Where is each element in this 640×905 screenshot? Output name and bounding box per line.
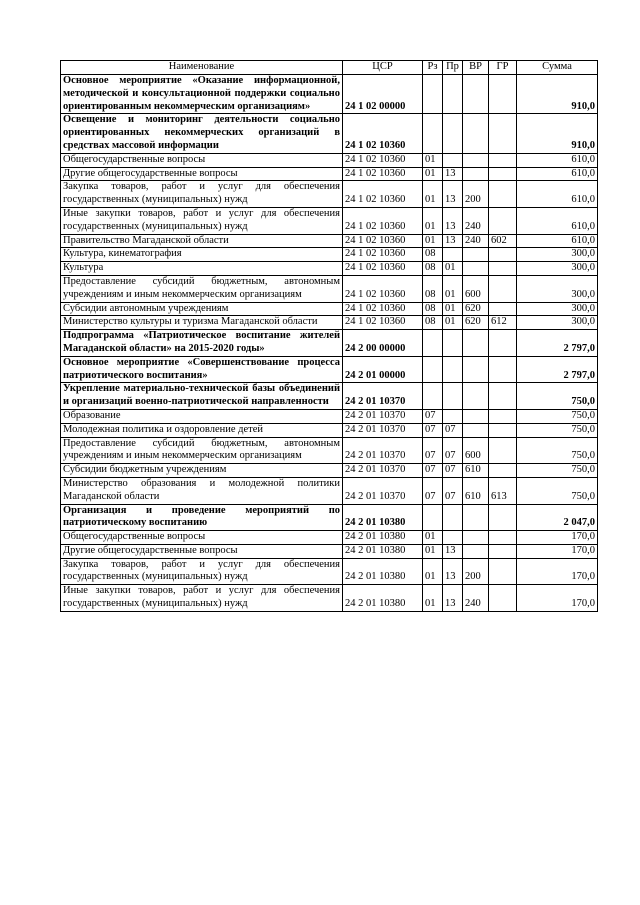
cell-pr: 13: [443, 234, 463, 248]
table-row: [61, 207, 598, 234]
cell-sum: 910,0: [517, 75, 598, 114]
cell-name: Общегосударственные вопросы: [61, 531, 343, 545]
cell-sum: 750,0: [517, 383, 598, 410]
cell-sum: 170,0: [517, 544, 598, 558]
cell-name: Предоставление субсидий бюджетным, автономным учреждениям и иным некоммерческим организациям: [61, 275, 343, 302]
cell-name: Закупка товаров, работ и услуг для обеспечения государственных (муниципальных) нужд: [61, 181, 343, 208]
cell-rz: 08: [423, 275, 443, 302]
cell-pr: 13: [443, 544, 463, 558]
cell-rz: 07: [423, 409, 443, 423]
cell-name: Организация и проведение мероприятий по патриотическому воспитанию: [61, 504, 343, 531]
cell-sum: 610,0: [517, 207, 598, 234]
cell-csr: 24 2 01 10370: [343, 477, 423, 504]
cell-pr: 13: [443, 585, 463, 612]
cell-pr: [443, 383, 463, 410]
cell-gr: 612: [489, 316, 517, 330]
cell-gr: [489, 383, 517, 410]
cell-vr: [463, 75, 489, 114]
cell-csr: 24 1 02 10360: [343, 316, 423, 330]
cell-csr: 24 1 02 10360: [343, 234, 423, 248]
cell-pr: [443, 75, 463, 114]
cell-rz: [423, 114, 443, 153]
cell-name: Подпрограмма «Патриотическое воспитание жителей Магаданской области» на 2015-2020 годы»: [61, 330, 343, 357]
header-sum: Сумма: [517, 61, 598, 75]
cell-gr: [489, 356, 517, 383]
cell-pr: 01: [443, 262, 463, 276]
cell-rz: 01: [423, 207, 443, 234]
header-name: Наименование: [61, 61, 343, 75]
cell-rz: [423, 356, 443, 383]
header-rz: Рз: [423, 61, 443, 75]
cell-name: Другие общегосударственные вопросы: [61, 167, 343, 181]
cell-name: Субсидии автономным учреждениям: [61, 302, 343, 316]
table-row: [61, 167, 598, 181]
cell-rz: 01: [423, 167, 443, 181]
table-row: [61, 234, 598, 248]
header-pr: Пр: [443, 61, 463, 75]
cell-vr: [463, 423, 489, 437]
cell-name: Субсидии бюджетным учреждениям: [61, 464, 343, 478]
cell-pr: [443, 114, 463, 153]
table-row: [61, 153, 598, 167]
cell-csr: 24 1 02 10360: [343, 114, 423, 153]
cell-rz: 01: [423, 544, 443, 558]
cell-sum: 300,0: [517, 316, 598, 330]
cell-rz: 08: [423, 248, 443, 262]
cell-sum: 300,0: [517, 275, 598, 302]
table-row: [61, 356, 598, 383]
cell-gr: [489, 114, 517, 153]
cell-sum: 910,0: [517, 114, 598, 153]
cell-gr: [489, 531, 517, 545]
cell-csr: 24 1 02 10360: [343, 248, 423, 262]
cell-name: Предоставление субсидий бюджетным, автономным учреждениям и иным некоммерческим организациям: [61, 437, 343, 464]
table-row: [61, 585, 598, 612]
cell-csr: 24 2 01 00000: [343, 356, 423, 383]
cell-rz: 01: [423, 234, 443, 248]
cell-vr: [463, 409, 489, 423]
cell-vr: [463, 167, 489, 181]
cell-pr: 13: [443, 558, 463, 585]
cell-csr: 24 2 00 00000: [343, 330, 423, 357]
cell-csr: 24 2 01 10370: [343, 423, 423, 437]
header-gr: ГР: [489, 61, 517, 75]
cell-sum: 2 047,0: [517, 504, 598, 531]
cell-vr: 200: [463, 558, 489, 585]
cell-gr: [489, 437, 517, 464]
cell-csr: 24 1 02 10360: [343, 275, 423, 302]
cell-gr: [489, 544, 517, 558]
cell-csr: 24 1 02 10360: [343, 207, 423, 234]
cell-pr: 07: [443, 477, 463, 504]
table-row: [61, 504, 598, 531]
cell-sum: 750,0: [517, 409, 598, 423]
cell-vr: [463, 248, 489, 262]
cell-csr: 24 2 01 10380: [343, 531, 423, 545]
cell-pr: [443, 356, 463, 383]
cell-gr: 602: [489, 234, 517, 248]
cell-csr: 24 1 02 10360: [343, 167, 423, 181]
table-row: [61, 558, 598, 585]
cell-gr: [489, 558, 517, 585]
table-row: [61, 330, 598, 357]
cell-pr: 01: [443, 316, 463, 330]
cell-csr: 24 2 01 10370: [343, 409, 423, 423]
cell-vr: 600: [463, 437, 489, 464]
cell-pr: 13: [443, 167, 463, 181]
cell-pr: 13: [443, 181, 463, 208]
cell-sum: 610,0: [517, 167, 598, 181]
table-row: [61, 316, 598, 330]
cell-vr: 610: [463, 464, 489, 478]
cell-rz: [423, 504, 443, 531]
cell-name: Другие общегосударственные вопросы: [61, 544, 343, 558]
table-row: [61, 181, 598, 208]
cell-pr: 01: [443, 275, 463, 302]
cell-gr: [489, 585, 517, 612]
cell-vr: [463, 544, 489, 558]
cell-sum: 610,0: [517, 153, 598, 167]
cell-rz: 08: [423, 262, 443, 276]
table-row: [61, 423, 598, 437]
cell-name: Образование: [61, 409, 343, 423]
cell-sum: 750,0: [517, 464, 598, 478]
cell-name: Укрепление материально-технической базы объединений и организаций военно-патриотической направленности: [61, 383, 343, 410]
table-row: [61, 437, 598, 464]
cell-name: Культура: [61, 262, 343, 276]
cell-vr: [463, 153, 489, 167]
cell-gr: [489, 248, 517, 262]
cell-rz: 07: [423, 437, 443, 464]
cell-csr: 24 2 01 10380: [343, 544, 423, 558]
cell-rz: [423, 75, 443, 114]
table-row: [61, 275, 598, 302]
cell-vr: [463, 356, 489, 383]
cell-rz: [423, 383, 443, 410]
table-row: [61, 75, 598, 114]
cell-name: Основное мероприятие «Оказание информационной, методической и консультационной поддержки социально ориентированным некоммерческим организациям»: [61, 75, 343, 114]
table-row: [61, 248, 598, 262]
table-row: [61, 262, 598, 276]
cell-gr: [489, 275, 517, 302]
cell-gr: [489, 464, 517, 478]
cell-sum: 170,0: [517, 558, 598, 585]
cell-vr: 240: [463, 585, 489, 612]
cell-rz: [423, 330, 443, 357]
cell-pr: [443, 504, 463, 531]
cell-vr: 620: [463, 302, 489, 316]
cell-sum: 2 797,0: [517, 330, 598, 357]
table-row: [61, 302, 598, 316]
cell-pr: [443, 153, 463, 167]
cell-name: Общегосударственные вопросы: [61, 153, 343, 167]
cell-csr: 24 2 01 10380: [343, 585, 423, 612]
cell-sum: 2 797,0: [517, 356, 598, 383]
cell-sum: 750,0: [517, 423, 598, 437]
cell-vr: [463, 383, 489, 410]
cell-rz: 01: [423, 181, 443, 208]
cell-name: Культура, кинематография: [61, 248, 343, 262]
header-vr: ВР: [463, 61, 489, 75]
cell-gr: [489, 330, 517, 357]
cell-name: Основное мероприятие «Совершенствование процесса патриотического воспитания»: [61, 356, 343, 383]
cell-pr: 07: [443, 423, 463, 437]
cell-vr: 240: [463, 207, 489, 234]
cell-gr: [489, 302, 517, 316]
cell-gr: [489, 262, 517, 276]
cell-gr: [489, 409, 517, 423]
table-row: [61, 531, 598, 545]
cell-vr: [463, 262, 489, 276]
cell-name: Правительство Магаданской области: [61, 234, 343, 248]
cell-gr: [489, 75, 517, 114]
cell-vr: [463, 330, 489, 357]
table-row: [61, 477, 598, 504]
cell-pr: [443, 248, 463, 262]
cell-name: Министерство образования и молодежной политики Магаданской области: [61, 477, 343, 504]
table-row: [61, 409, 598, 423]
cell-csr: 24 1 02 10360: [343, 181, 423, 208]
cell-gr: 613: [489, 477, 517, 504]
cell-gr: [489, 207, 517, 234]
cell-csr: 24 1 02 10360: [343, 153, 423, 167]
cell-rz: 01: [423, 531, 443, 545]
cell-vr: [463, 504, 489, 531]
cell-gr: [489, 423, 517, 437]
cell-gr: [489, 153, 517, 167]
cell-sum: 300,0: [517, 248, 598, 262]
cell-pr: [443, 531, 463, 545]
cell-vr: 610: [463, 477, 489, 504]
cell-sum: 610,0: [517, 181, 598, 208]
cell-pr: [443, 330, 463, 357]
cell-vr: 620: [463, 316, 489, 330]
cell-rz: 01: [423, 558, 443, 585]
cell-gr: [489, 181, 517, 208]
cell-pr: [443, 409, 463, 423]
cell-pr: 01: [443, 302, 463, 316]
cell-csr: 24 2 01 10380: [343, 504, 423, 531]
cell-sum: 610,0: [517, 234, 598, 248]
cell-gr: [489, 167, 517, 181]
cell-vr: [463, 114, 489, 153]
cell-sum: 300,0: [517, 302, 598, 316]
cell-csr: 24 2 01 10370: [343, 437, 423, 464]
cell-gr: [489, 504, 517, 531]
cell-rz: 07: [423, 477, 443, 504]
cell-rz: 01: [423, 585, 443, 612]
cell-name: Иные закупки товаров, работ и услуг для обеспечения государственных (муниципальных) нужд: [61, 207, 343, 234]
cell-name: Освещение и мониторинг деятельности социально ориентированных некоммерческих организаций в средствах массовой информации: [61, 114, 343, 153]
cell-name: Министерство культуры и туризма Магаданской области: [61, 316, 343, 330]
table-row: [61, 383, 598, 410]
cell-vr: [463, 531, 489, 545]
table-body: [61, 75, 598, 612]
cell-pr: 07: [443, 437, 463, 464]
cell-name: Закупка товаров, работ и услуг для обеспечения государственных (муниципальных) нужд: [61, 558, 343, 585]
table-row: [61, 114, 598, 153]
cell-rz: 07: [423, 423, 443, 437]
cell-name: Молодежная политика и оздоровление детей: [61, 423, 343, 437]
cell-sum: 300,0: [517, 262, 598, 276]
cell-rz: 07: [423, 464, 443, 478]
cell-rz: 08: [423, 316, 443, 330]
cell-pr: 07: [443, 464, 463, 478]
cell-sum: 750,0: [517, 477, 598, 504]
cell-pr: 13: [443, 207, 463, 234]
table-row: [61, 464, 598, 478]
cell-csr: 24 2 01 10370: [343, 383, 423, 410]
cell-name: Иные закупки товаров, работ и услуг для обеспечения государственных (муниципальных) нужд: [61, 585, 343, 612]
cell-csr: 24 2 01 10380: [343, 558, 423, 585]
cell-csr: 24 1 02 10360: [343, 302, 423, 316]
cell-csr: 24 1 02 10360: [343, 262, 423, 276]
header-csr: ЦСР: [343, 61, 423, 75]
table-header-row: [61, 61, 598, 75]
table-row: [61, 544, 598, 558]
cell-csr: 24 2 01 10370: [343, 464, 423, 478]
budget-table: [60, 60, 598, 612]
cell-csr: 24 1 02 00000: [343, 75, 423, 114]
cell-sum: 750,0: [517, 437, 598, 464]
cell-vr: 240: [463, 234, 489, 248]
cell-rz: 08: [423, 302, 443, 316]
cell-vr: 600: [463, 275, 489, 302]
cell-rz: 01: [423, 153, 443, 167]
cell-sum: 170,0: [517, 585, 598, 612]
cell-vr: 200: [463, 181, 489, 208]
cell-sum: 170,0: [517, 531, 598, 545]
